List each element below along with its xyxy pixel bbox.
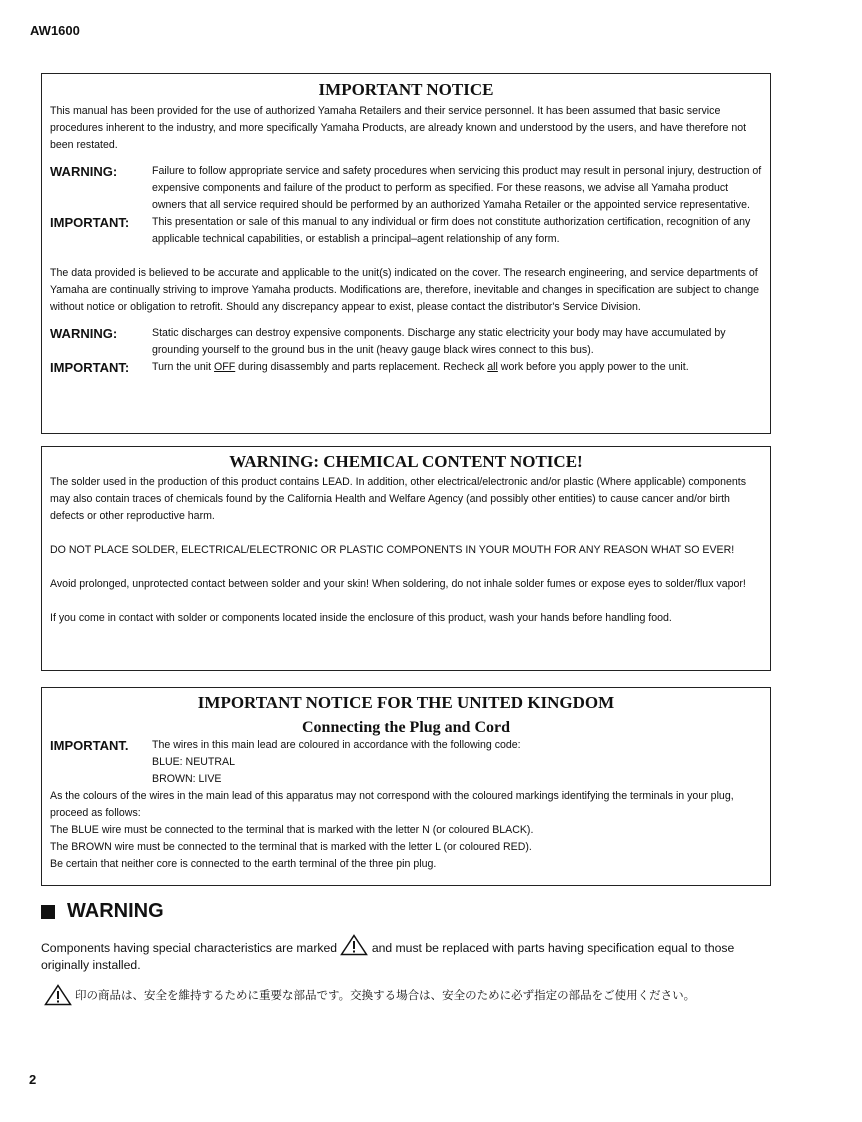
important-label: IMPORTANT: bbox=[50, 215, 130, 230]
notice-intro: This manual has been provided for the use of authorized Yamaha Retailers and their service personnel. It has been assumed that basic service procedures inherent to the industry, and more specifically Yamaha Products, are already known and understood by the users, and have therefore not been restated. bbox=[50, 105, 747, 151]
japanese-warning-text: 印の商品は、安全を維持するために重要な部品です。交換する場合は、安全のために必ず指定の部品をご使用ください。 bbox=[75, 988, 696, 1002]
components-text-pre: Components having special characteristics are marked bbox=[41, 941, 338, 955]
important2-label: IMPORTANT: bbox=[50, 360, 130, 375]
important2-post: work before you apply power to the unit. bbox=[497, 361, 689, 373]
uk-important-label: IMPORTANT. bbox=[50, 738, 129, 753]
uk-important-line: The wires in this main lead are coloured in accordance with the following code: bbox=[152, 739, 521, 751]
japanese-warning bbox=[44, 984, 695, 1006]
warning-heading-text: WARNING bbox=[67, 900, 164, 922]
important2-text bbox=[152, 359, 762, 376]
uk-brown-code: BROWN: LIVE bbox=[152, 773, 222, 785]
warning2-text: Static discharges can destroy expensive components. Discharge any static electricity your body may have accumulated by grounding yourself to the ground bus in the unit (heavy gauge black wires connect to this bus). bbox=[152, 327, 726, 356]
important-text: This presentation or sale of this manual to any individual or firm does not constitute authorization certification, recognition of any applicable technical capabilities, or establish a principal–agent relationship of any form. bbox=[152, 216, 751, 245]
uk-blue-code: BLUE: NEUTRAL bbox=[152, 756, 236, 768]
uk-notice-title: IMPORTANT NOTICE FOR THE UNITED KINGDOM bbox=[197, 693, 615, 712]
model-name: AW1600 bbox=[30, 23, 80, 38]
components-text-post: and must be replaced with parts having specification equal to those originally installed. bbox=[41, 941, 735, 972]
warning-triangle-icon bbox=[340, 934, 368, 956]
square-bullet-icon bbox=[41, 905, 55, 919]
important-notice-box bbox=[41, 73, 771, 434]
important2-mid: during disassembly and parts replacement. Recheck bbox=[235, 361, 488, 373]
uk-notice-subtitle: Connecting the Plug and Cord bbox=[301, 719, 511, 736]
important2-off: OFF bbox=[214, 361, 236, 373]
uk-important-text bbox=[152, 737, 762, 788]
warning-heading bbox=[41, 900, 164, 923]
important-notice-title: IMPORTANT NOTICE bbox=[318, 80, 494, 99]
uk-important-row bbox=[50, 737, 762, 788]
warning2-row bbox=[50, 325, 762, 359]
chemical-p4: If you come in contact with solder or components located inside the enclosure of this product, wash your hands before handling food. bbox=[50, 612, 672, 624]
uk-line-2: The BLUE wire must be connected to the terminal that is marked with the letter N (or coloured BLACK). bbox=[50, 824, 534, 836]
chemical-p1: The solder used in the production of this product contains LEAD. In addition, other electrical/electronic and/or plastic (Where applicable) components may also contain traces of chemicals found by the California Health and Welfare Agency (and possibly other entities) to cause cancer and/or birth defects or other reproductive harm. bbox=[50, 476, 747, 522]
chemical-p3: Avoid prolonged, unprotected contact between solder and your skin! When soldering, do not inhale solder fumes or expose eyes to solder/flux vapor! bbox=[50, 578, 746, 590]
chemical-notice-box bbox=[41, 446, 771, 671]
warning-label: WARNING: bbox=[50, 164, 118, 179]
uk-line-3: The BROWN wire must be connected to the terminal that is marked with the letter L (or coloured RED). bbox=[50, 841, 532, 853]
chemical-notice-title: WARNING: CHEMICAL CONTENT NOTICE! bbox=[229, 452, 583, 471]
important2-row bbox=[50, 359, 762, 376]
important2-pre: Turn the unit bbox=[152, 361, 215, 373]
warning-triangle-icon bbox=[44, 984, 72, 1006]
page-number: 2 bbox=[29, 1072, 37, 1087]
components-notice bbox=[41, 934, 781, 974]
warning-row bbox=[50, 163, 762, 214]
chemical-p2: DO NOT PLACE SOLDER, ELECTRICAL/ELECTRONIC OR PLASTIC COMPONENTS IN YOUR MOUTH FOR ANY REASON WHAT SO EVER! bbox=[50, 544, 735, 556]
data-paragraph: The data provided is believed to be accurate and applicable to the unit(s) indicated on the cover. The research engineering, and service departments of Yamaha are continually striving to improve Yamaha products. Modifications are, therefore, inevitable and changes in specification are subject to change without notice or obligation to retrofit. Should any discrepancy appear to exist, please contact the distributor's Service Division. bbox=[50, 267, 760, 313]
important-row bbox=[50, 214, 762, 248]
warning2-label: WARNING: bbox=[50, 326, 118, 341]
warning-text: Failure to follow appropriate service and safety procedures when servicing this product may result in personal injury, destruction of expensive components and failure of the product to perform as specified. For these reasons, we advise all Yamaha product owners that all service required should be performed by an authorized Yamaha Retailer or the appointed service representative. bbox=[152, 165, 762, 211]
important2-all: all bbox=[487, 361, 498, 373]
uk-notice-box bbox=[41, 687, 771, 886]
uk-line-1: As the colours of the wires in the main lead of this apparatus may not correspond with the coloured markings identifying the terminals in your plug, proceed as follows: bbox=[50, 790, 734, 819]
uk-line-4: Be certain that neither core is connected to the earth terminal of the three pin plug. bbox=[50, 858, 437, 870]
